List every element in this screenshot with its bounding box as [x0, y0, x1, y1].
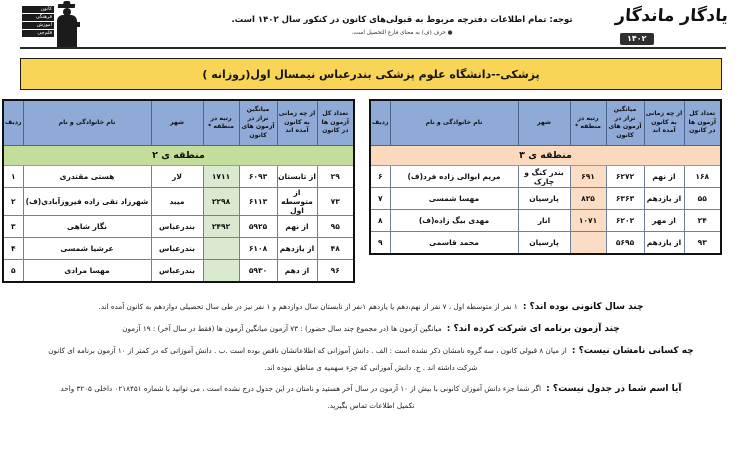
cell-full-name: محمد قاسمی — [390, 232, 518, 255]
cell-joined-since: از تابستان — [277, 166, 317, 188]
cell-average-taraz: ۶۳۶۳ — [606, 188, 644, 210]
table-row — [370, 166, 721, 188]
cell-region-rank: ۱۰۷۱ — [570, 210, 606, 232]
cell-joined-since: از دهم — [277, 260, 317, 283]
cell-row-index: ۴ — [3, 238, 23, 260]
cell-average-taraz: ۶۱۱۳ — [239, 188, 277, 216]
cell-total-exams: ۵۵ — [684, 188, 721, 210]
table-row — [370, 188, 721, 210]
cell-region-rank: ۶۹۱ — [570, 166, 606, 188]
col-full-name: نام خانوادگی و نام — [23, 100, 151, 146]
faq-question-years: چند سال کانونی بوده اند؟ : — [522, 302, 644, 312]
cell-full-name: مریم ابوالی زاده فرد(ف) — [390, 166, 518, 188]
cell-row-index: ۷ — [370, 188, 390, 210]
faq-item-exam-count — [22, 319, 720, 336]
region2-header-row — [3, 100, 354, 146]
faq-section — [22, 297, 720, 412]
kanoon-logo-line-3: آموزش — [22, 22, 54, 29]
cell-full-name: مهدی بیگ زاده(ف) — [390, 210, 518, 232]
tables-container — [5, 99, 722, 283]
region3-band-label: منطقه ی ۳ — [370, 146, 721, 166]
region3-band-row — [370, 146, 721, 166]
cell-row-index: ۱ — [3, 166, 23, 188]
cell-region-rank — [203, 238, 239, 260]
cell-row-index: ۹ — [370, 232, 390, 255]
cell-city: میبد — [151, 188, 203, 216]
notice-sub-text: ● حرف (ف) به معنای فارغ التحصیل است. — [351, 30, 453, 36]
faq-question-exam-count: چند آزمون برنامه ای شرکت کرده اند؟ : — [446, 324, 620, 334]
col-total-exams: تعداد کل آزمون ها در کانون — [684, 100, 721, 146]
cell-row-index: ۵ — [3, 260, 23, 283]
cell-region-rank — [203, 260, 239, 283]
cell-region-rank — [570, 232, 606, 255]
cell-joined-since: از یازدهم — [277, 238, 317, 260]
table-row — [370, 232, 721, 255]
cell-region-rank: ۱۷۱۱ — [203, 166, 239, 188]
table-row — [3, 188, 354, 216]
table-row — [3, 216, 354, 238]
cell-city: بندر کنگ و چارک — [518, 166, 570, 188]
notice-main-text: توجه: تمام اطلاعات دفترچه مربوط به قبولی‌های کانون در کنکور سال ۱۴۰۲ است. — [231, 15, 573, 25]
cell-city: بندرعباس — [151, 260, 203, 283]
cell-city: انار — [518, 210, 570, 232]
faq-question-name-not-listed: آیا اسم شما در جدول نیست؟ : — [546, 384, 682, 394]
faq-answer-name-not-listed: اگر شما جزء دانش آموزان کانونی با بیش از ۱۰ آزمون در سال آخر هستید و نامتان در این جدول درج نشده است ، می توانید با شماره ۰۲۱۸۴۵۱ داخلی ۳۲۰۵ واحد — [60, 384, 542, 393]
col-row-index: ردیف — [3, 100, 23, 146]
col-full-name: نام خانوادگی و نام — [390, 100, 518, 146]
cell-region-rank: ۲۴۹۲ — [203, 216, 239, 238]
table-row — [370, 210, 721, 232]
cell-average-taraz: ۶۰۹۳ — [239, 166, 277, 188]
col-joined-since: از چه زمانی به کانون آمده اند — [277, 100, 317, 146]
cell-city: پارسیان — [518, 232, 570, 255]
cell-average-taraz: ۵۹۳۰ — [239, 260, 277, 283]
faq-answer-missing-names: از میان ۸ قبولی کانون ، سه گروه نامشان ذکر نشده است : الف . دانش آموزانی که اطلاعاتشان ناقص بوده است .ب . دانش آموزانی که در کمتر از ۱۰ آزمون برنامه ای کانون — [48, 346, 567, 355]
col-region-rank: رتبه در منطقه * — [570, 100, 606, 146]
faq-item-name-not-listed — [22, 379, 720, 412]
col-region-rank: رتبه در منطقه * — [203, 100, 239, 146]
col-average-taraz: میانگین تراز در آزمون های کانون — [239, 100, 277, 146]
cell-full-name: مهسا مرادی — [23, 260, 151, 283]
col-row-index: ردیف — [370, 100, 390, 146]
cell-total-exams: ۲۹ — [317, 166, 354, 188]
header-divider — [20, 47, 726, 49]
cell-joined-since: از یازدهم — [644, 188, 684, 210]
cell-row-index: ۸ — [370, 210, 390, 232]
cell-joined-since: از نهم — [277, 216, 317, 238]
brand-title: یادگار ماندگار — [614, 6, 729, 26]
page-title: پزشکی--دانشگاه علوم پزشکی بندرعباس نیمسال اول(روزانه ) — [202, 67, 540, 81]
cell-region-rank: ۸۲۵ — [570, 188, 606, 210]
cell-average-taraz: ۶۲۰۲ — [606, 210, 644, 232]
cell-region-rank: ۲۲۹۸ — [203, 188, 239, 216]
cell-full-name: عرشیا شمسی — [23, 238, 151, 260]
table-row — [3, 260, 354, 283]
kanoon-logo-line-2: فرهنگی — [22, 14, 54, 21]
cell-row-index: ۶ — [370, 166, 390, 188]
notice-block — [192, 14, 612, 38]
region3-table — [369, 99, 722, 255]
cell-city: پارسیان — [518, 188, 570, 210]
faq-answer-name-not-listed-line2: تکمیل اطلاعات تماس بگیرید. — [327, 401, 415, 410]
cell-average-taraz: ۶۱۰۸ — [239, 238, 277, 260]
cell-city: لار — [151, 166, 203, 188]
cell-full-name: مهسا شمسی — [390, 188, 518, 210]
kanoon-logo-line-4: قلم‌چی — [22, 30, 54, 37]
region2-band-row — [3, 146, 354, 166]
cell-city: بندرعباس — [151, 216, 203, 238]
faq-question-missing-names: چه کسانی نامشان نیست؟ : — [571, 346, 694, 356]
col-average-taraz: میانگین تراز در آزمون های کانون — [606, 100, 644, 146]
cell-city: بندرعباس — [151, 238, 203, 260]
cell-total-exams: ۱۶۸ — [684, 166, 721, 188]
col-total-exams: تعداد کل آزمون ها در کانون — [317, 100, 354, 146]
cell-row-index: ۳ — [3, 216, 23, 238]
col-city: شهر — [151, 100, 203, 146]
faq-item-missing-names — [22, 341, 720, 374]
table-row — [3, 166, 354, 188]
cell-joined-since: از مهر — [644, 210, 684, 232]
col-city: شهر — [518, 100, 570, 146]
cell-joined-since: از نهم — [644, 166, 684, 188]
cell-average-taraz: ۵۹۲۵ — [239, 216, 277, 238]
cell-total-exams: ۹۳ — [684, 232, 721, 255]
faq-item-years — [22, 297, 720, 314]
cell-full-name: نگار شاهی — [23, 216, 151, 238]
table-row — [3, 238, 354, 260]
cell-total-exams: ۲۴ — [684, 210, 721, 232]
cell-total-exams: ۹۵ — [317, 216, 354, 238]
cell-full-name: شهرزاد تقی زاده فیروزآبادی(ف) — [23, 188, 151, 216]
col-joined-since: از چه زمانی به کانون آمده اند — [644, 100, 684, 146]
graduate-figure-icon — [54, 1, 80, 49]
page-header — [0, 0, 744, 52]
cell-average-taraz: ۵۶۹۵ — [606, 232, 644, 255]
cell-total-exams: ۴۸ — [317, 238, 354, 260]
region3-header-row — [370, 100, 721, 146]
brand-badge — [614, 6, 729, 50]
kanoon-logo-line-1: کانون — [22, 6, 54, 13]
cell-total-exams: ۹۶ — [317, 260, 354, 283]
cell-full-name: هستی مقتدری — [23, 166, 151, 188]
region2-table — [2, 99, 355, 283]
brand-year-badge: ۱۴۰۲ — [620, 33, 654, 45]
cell-joined-since: از متوسطه اول — [277, 188, 317, 216]
cell-total-exams: ۷۳ — [317, 188, 354, 216]
region2-band-label: منطقه ی ۲ — [3, 146, 354, 166]
faq-answer-exam-count: میانگین آزمون ها (در مجموع چند سال حضور) : ۷۳ آزمون میانگین آزمون ها (فقط در سال آخر) : ۱۹ آزمون — [122, 324, 442, 333]
cell-row-index: ۲ — [3, 188, 23, 216]
cell-average-taraz: ۶۲۷۲ — [606, 166, 644, 188]
page-title-bar — [20, 58, 722, 90]
kanoon-logo-text — [22, 1, 54, 49]
faq-answer-years: ۱ نفر از متوسطه اول ، ۷ نفر از نهم،دهم یا یازدهم ۱نفر از تابستان سال دوازدهم و ۱ نفر نیز در طی سال تحصیلی دوازدهم به کانون آمده اند. — [98, 302, 518, 311]
kanoon-logo — [22, 1, 80, 49]
cell-joined-since: از یازدهم — [644, 232, 684, 255]
faq-answer-missing-names-line2: شرکت داشته اند . ج. دانش آموزانی که جزء سهمیه ی مناطق نبوده اند. — [264, 363, 478, 372]
